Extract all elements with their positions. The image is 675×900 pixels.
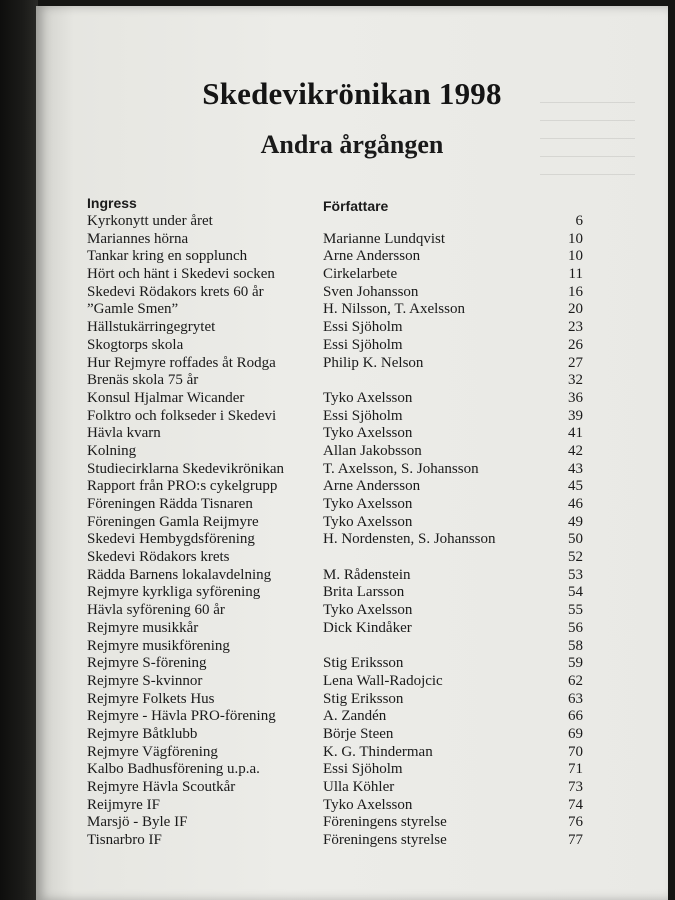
- entry-page-number: 77: [568, 832, 583, 849]
- entry-title: Skogtorps skola: [87, 336, 184, 353]
- entry-title: Rädda Barnens lokalavdelning: [87, 566, 272, 583]
- entry-page-number: 32: [568, 372, 583, 389]
- entry-page-number: 55: [568, 602, 583, 619]
- entry-author: T. Axelsson, S. Johansson: [323, 460, 479, 477]
- entry-title: Skedevi Hembygdsförening: [87, 531, 255, 548]
- toc-row: [0, 230, 675, 248]
- toc-row: [0, 566, 675, 584]
- entry-author: Brita Larsson: [323, 584, 405, 601]
- entry-author: M. Rådenstein: [323, 566, 411, 583]
- toc-row: [0, 477, 675, 495]
- entry-author: A. Zandén: [323, 708, 387, 725]
- entry-title: Hällstukärringegrytet: [87, 319, 216, 336]
- entry-author: Tyko Axelsson: [323, 425, 413, 442]
- toc-row: [0, 707, 675, 725]
- entry-page-number: 63: [568, 690, 583, 707]
- toc-row: [0, 300, 675, 318]
- entry-author: Arne Andersson: [323, 248, 421, 265]
- toc-row: [0, 336, 675, 354]
- entry-title: Mariannes hörna: [87, 230, 189, 247]
- entry-page-number: 6: [575, 213, 583, 229]
- entry-title: Rejmyre kyrkliga syförening: [87, 584, 261, 601]
- entry-page-number: 76: [568, 814, 583, 831]
- entry-page-number: 36: [568, 389, 583, 406]
- entry-page-number: 26: [568, 336, 583, 353]
- entry-author: Tyko Axelsson: [323, 796, 413, 813]
- entry-title: Brenäs skola 75 år: [87, 372, 199, 389]
- entry-title: Rejmyre S-kvinnor: [87, 672, 203, 689]
- entry-title: Skedevi Rödakors krets 60 år: [87, 283, 264, 300]
- toc-row: [0, 460, 675, 478]
- entry-page-number: 23: [568, 319, 583, 336]
- entry-author: Föreningens styrelse: [323, 814, 447, 831]
- entry-title: Konsul Hjalmar Wicander: [87, 389, 245, 406]
- toc-row: [0, 725, 675, 743]
- toc-row: [0, 389, 675, 407]
- entry-page-number: 69: [568, 725, 583, 742]
- entry-author: Ulla Köhler: [323, 779, 395, 795]
- entry-author: Arne Andersson: [323, 478, 421, 495]
- page-subtitle: Andra årgången: [260, 130, 444, 159]
- entry-title: Kalbo Badhusförening u.p.a.: [87, 761, 260, 778]
- toc-row: [0, 760, 675, 778]
- toc-row: [0, 637, 675, 655]
- entry-author: Marianne Lundqvist: [323, 230, 446, 247]
- entry-title: Rejmyre Hävla Scoutkår: [87, 779, 236, 795]
- entry-author: Tyko Axelsson: [323, 496, 413, 512]
- toc-row: [0, 813, 675, 831]
- entry-title: Reijmyre IF: [87, 796, 160, 813]
- entry-page-number: 27: [568, 354, 583, 371]
- entry-title: ”Gamle Smen”: [87, 301, 179, 318]
- entry-page-number: 50: [568, 531, 583, 548]
- column-header-author: Författare: [323, 198, 389, 214]
- toc-row: [0, 796, 675, 814]
- toc-row: [0, 619, 675, 637]
- toc-row: [0, 778, 675, 796]
- entry-title: Hur Rejmyre roffades åt Rodga: [87, 354, 276, 371]
- entry-title: Kolning: [87, 442, 137, 459]
- entry-title: Skedevi Rödakors krets: [87, 549, 230, 566]
- entry-author: Allan Jakobsson: [323, 442, 422, 459]
- entry-title: Hävla syförening 60 år: [87, 602, 225, 619]
- table-of-contents: [0, 212, 675, 849]
- entry-title: Rejmyre Båtklubb: [87, 725, 198, 742]
- entry-title: Folktro och folkseder i Skedevi: [87, 407, 277, 424]
- entry-page-number: 10: [568, 230, 583, 247]
- entry-page-number: 49: [568, 513, 583, 530]
- entry-author: Cirkelarbete: [323, 266, 398, 283]
- entry-author: Essi Sjöholm: [323, 336, 403, 353]
- entry-author: Tyko Axelsson: [323, 513, 413, 530]
- entry-title: Hävla kvarn: [87, 425, 161, 442]
- entry-author: Essi Sjöholm: [323, 407, 403, 424]
- entry-page-number: 53: [568, 566, 583, 583]
- entry-author: H. Nilsson, T. Axelsson: [323, 301, 465, 318]
- entry-author: K. G. Thinderman: [323, 743, 433, 760]
- toc-row: [0, 690, 675, 708]
- entry-author: Tyko Axelsson: [323, 602, 413, 619]
- entry-title: Rapport från PRO:s cykelgrupp: [87, 478, 278, 495]
- toc-row: [0, 212, 675, 230]
- toc-row: [0, 354, 675, 372]
- entry-title: Hört och hänt i Skedevi socken: [87, 266, 275, 283]
- entry-author: Lena Wall-Radojcic: [323, 672, 443, 689]
- entry-page-number: 10: [568, 248, 583, 265]
- toc-row: [0, 442, 675, 460]
- toc-row: [0, 831, 675, 849]
- entry-title: Rejmyre musikförening: [87, 637, 230, 654]
- entry-author: Börje Steen: [323, 725, 394, 742]
- entry-page-number: 62: [568, 672, 583, 689]
- toc-row: [0, 283, 675, 301]
- toc-row: [0, 371, 675, 389]
- toc-row: [0, 513, 675, 531]
- toc-row: [0, 654, 675, 672]
- toc-row: [0, 318, 675, 336]
- toc-row: [0, 247, 675, 265]
- toc-row: [0, 407, 675, 425]
- toc-row: [0, 424, 675, 442]
- entry-author: Philip K. Nelson: [323, 354, 424, 371]
- entry-author: Stig Eriksson: [323, 655, 404, 672]
- entry-page-number: 20: [568, 301, 583, 318]
- entry-page-number: 66: [568, 708, 583, 725]
- page-title: Skedevikrönikan 1998: [202, 76, 502, 111]
- entry-title: Rejmyre Folkets Hus: [87, 690, 215, 707]
- toc-row: [0, 672, 675, 690]
- entry-author: Föreningens styrelse: [323, 832, 447, 849]
- entry-page-number: 70: [568, 743, 583, 760]
- toc-row: [0, 265, 675, 283]
- entry-title: Föreningen Gamla Reijmyre: [87, 513, 259, 530]
- entry-page-number: 74: [568, 796, 583, 813]
- entry-title: Tankar kring en sopplunch: [87, 248, 248, 265]
- entry-page-number: 43: [568, 460, 583, 477]
- entry-title: Rejmyre Vägförening: [87, 743, 218, 760]
- entry-title: Rejmyre - Hävla PRO-förening: [87, 708, 276, 725]
- entry-page-number: 56: [568, 619, 583, 636]
- entry-author: Stig Eriksson: [323, 690, 404, 707]
- entry-author: Dick Kindåker: [323, 619, 412, 636]
- entry-page-number: 46: [568, 496, 583, 512]
- entry-page-number: 39: [568, 407, 583, 424]
- entry-author: Essi Sjöholm: [323, 761, 403, 778]
- column-header-ingress: Ingress: [87, 195, 137, 211]
- toc-row: [0, 601, 675, 619]
- entry-title: Rejmyre S-förening: [87, 655, 207, 672]
- entry-author: Tyko Axelsson: [323, 389, 413, 406]
- entry-page-number: 11: [568, 266, 583, 283]
- entry-page-number: 52: [568, 549, 583, 566]
- entry-page-number: 71: [568, 761, 583, 778]
- entry-page-number: 73: [568, 779, 583, 795]
- entry-page-number: 45: [568, 478, 583, 495]
- entry-title: Rejmyre musikkår: [87, 619, 199, 636]
- toc-row: [0, 548, 675, 566]
- toc-row: [0, 583, 675, 601]
- entry-page-number: 58: [568, 637, 583, 654]
- entry-title: Tisnarbro IF: [87, 832, 162, 849]
- toc-row: [0, 530, 675, 548]
- entry-author: H. Nordensten, S. Johansson: [323, 531, 496, 548]
- entry-page-number: 59: [568, 655, 583, 672]
- entry-author: Essi Sjöholm: [323, 319, 403, 336]
- entry-title: Föreningen Rädda Tisnaren: [87, 496, 253, 512]
- toc-row: [0, 495, 675, 513]
- entry-author: Sven Johansson: [323, 283, 419, 300]
- entry-title: Studiecirklarna Skedevikrönikan: [87, 460, 285, 477]
- entry-page-number: 54: [568, 584, 583, 601]
- entry-title: Kyrkonytt under året: [87, 213, 213, 229]
- entry-page-number: 41: [568, 425, 583, 442]
- entry-page-number: 42: [568, 442, 583, 459]
- toc-row: [0, 743, 675, 761]
- entry-page-number: 16: [568, 283, 583, 300]
- entry-title: Marsjö - Byle IF: [87, 814, 188, 831]
